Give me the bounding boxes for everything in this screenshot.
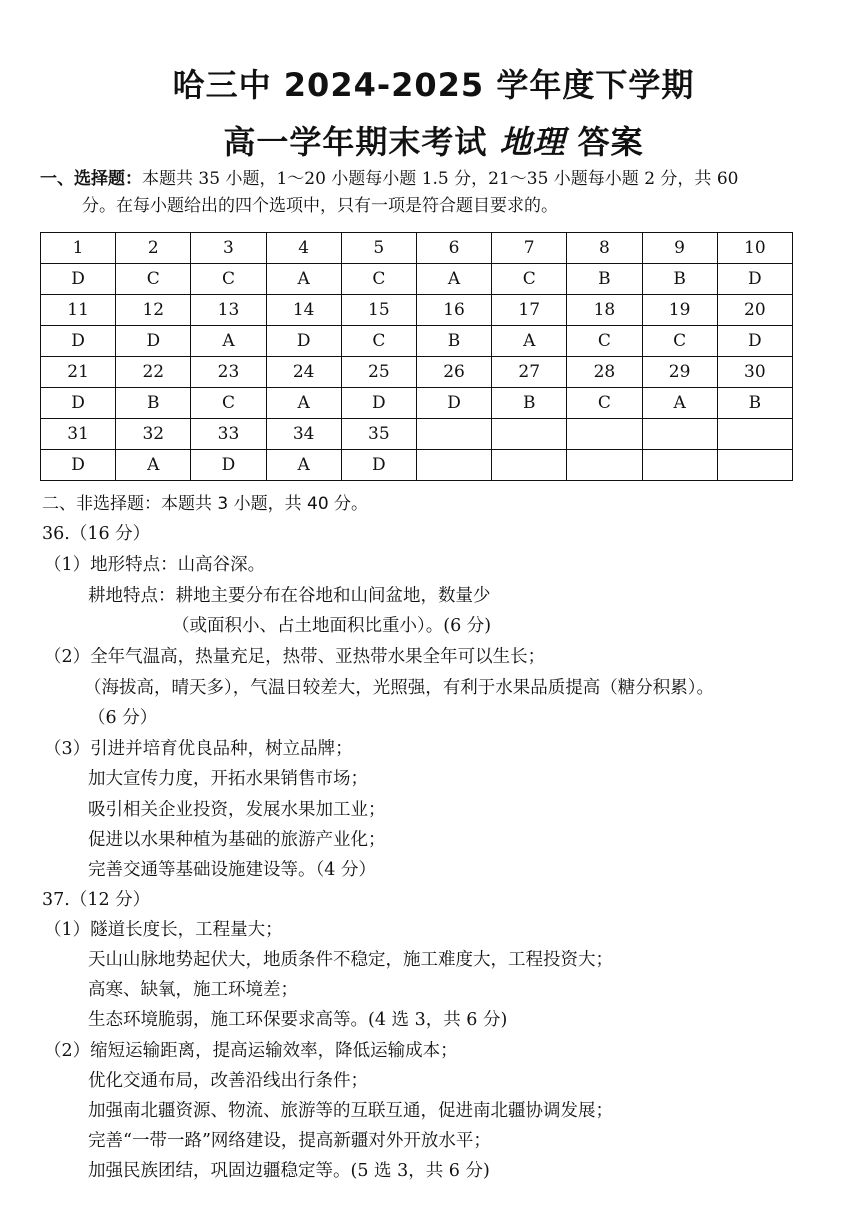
answer-cell: D	[341, 388, 416, 419]
question-number-cell: 33	[191, 419, 266, 450]
answer-row	[41, 388, 793, 419]
q37-part2: （2）缩短运输距离，提高运输效率，降低运输成本；	[44, 1041, 458, 1061]
answer-cell: B	[642, 264, 717, 295]
answer-row	[41, 326, 793, 357]
q36-part3-line5: 完善交通等基础设施建设等。（4 分）	[88, 860, 376, 880]
answer-cell: C	[567, 326, 642, 357]
answer-cell: D	[116, 326, 191, 357]
answer-cell: A	[191, 326, 266, 357]
answer-cell	[416, 450, 491, 481]
answer-cell: D	[717, 326, 792, 357]
answer-cell: A	[116, 450, 191, 481]
question-number-cell: 1	[41, 233, 116, 264]
answer-cell: C	[191, 388, 266, 419]
answer-cell: C	[492, 264, 567, 295]
question-number-cell: 26	[416, 357, 491, 388]
question-number-cell: 4	[266, 233, 341, 264]
answer-cell: D	[41, 326, 116, 357]
answer-cell: A	[266, 450, 341, 481]
question-number-cell: 9	[642, 233, 717, 264]
answer-cell: D	[266, 326, 341, 357]
question-number-cell	[492, 419, 567, 450]
question-number-cell: 29	[642, 357, 717, 388]
q36-part2-line2: （海拔高，晴天多），气温日较差大，光照强，有利于水果品质提高（糖分积累）。	[84, 678, 714, 698]
answer-cell: D	[41, 264, 116, 295]
q36-part3-line4: 促进以水果种植为基础的旅游产业化；	[88, 830, 386, 850]
question-number-cell: 7	[492, 233, 567, 264]
q37-part1-line2: 天山山脉地势起伏大，地质条件不稳定，施工难度大，工程投资大；	[88, 950, 613, 970]
question-number-row	[41, 419, 793, 450]
answer-cell: A	[266, 264, 341, 295]
question-number-cell: 18	[567, 295, 642, 326]
question-number-cell: 24	[266, 357, 341, 388]
question-number-cell: 34	[266, 419, 341, 450]
answer-cell: B	[416, 326, 491, 357]
question-number-cell: 11	[41, 295, 116, 326]
answer-cell: D	[191, 450, 266, 481]
section1-instructions-line2: 分。在每小题给出的四个选项中，只有一项是符合题目要求的。	[82, 196, 558, 216]
answer-table	[40, 232, 793, 481]
answer-cell: B	[567, 264, 642, 295]
question-number-cell: 13	[191, 295, 266, 326]
answer-cell: D	[41, 450, 116, 481]
answer-cell: D	[717, 264, 792, 295]
question-number-cell: 8	[567, 233, 642, 264]
question-number-cell: 5	[341, 233, 416, 264]
question-number-cell: 19	[642, 295, 717, 326]
q37-part1: （1）隧道长度长，工程量大；	[44, 920, 283, 940]
answer-cell: C	[191, 264, 266, 295]
question-number-cell: 31	[41, 419, 116, 450]
question-number-cell: 16	[416, 295, 491, 326]
question-number-row	[41, 295, 793, 326]
answer-cell: A	[492, 326, 567, 357]
q36-part1-line2: 耕地特点：耕地主要分布在谷地和山间盆地，数量少	[88, 586, 491, 606]
question-number-cell: 20	[717, 295, 792, 326]
answer-cell	[642, 450, 717, 481]
q36-part3: （3）引进并培育优良品种，树立品牌；	[44, 739, 353, 759]
question-number-cell: 3	[191, 233, 266, 264]
section1-heading: 一、选择题：	[40, 169, 142, 189]
answer-cell: C	[341, 264, 416, 295]
question-number-cell: 17	[492, 295, 567, 326]
question-number-cell: 6	[416, 233, 491, 264]
question-number-cell: 28	[567, 357, 642, 388]
q36-part1-line3: （或面积小、占土地面积比重小）。(6 分)	[172, 616, 492, 636]
q36-part3-line3: 吸引相关企业投资，发展水果加工业；	[88, 800, 386, 820]
q37-part1-line3: 高寒、缺氧，施工环境差；	[88, 980, 298, 1000]
question-number-cell: 25	[341, 357, 416, 388]
document-subtitle	[0, 117, 867, 163]
answer-cell: D	[416, 388, 491, 419]
subtitle-suffix: 答案	[565, 123, 644, 161]
question-number-cell: 2	[116, 233, 191, 264]
answer-cell: A	[642, 388, 717, 419]
question-number-cell: 10	[717, 233, 792, 264]
q36-part2-score: （6 分）	[88, 708, 158, 728]
answer-cell: D	[341, 450, 416, 481]
answer-cell: A	[416, 264, 491, 295]
answer-cell	[492, 450, 567, 481]
question-number-cell: 30	[717, 357, 792, 388]
question-number-cell: 12	[116, 295, 191, 326]
section2-heading: 二、非选择题：本题共 3 小题，共 40 分。	[42, 494, 369, 514]
question-number-cell: 15	[341, 295, 416, 326]
question-number-cell	[416, 419, 491, 450]
question-number-cell: 21	[41, 357, 116, 388]
q36-part3-line2: 加大宣传力度，开拓水果销售市场；	[88, 769, 368, 789]
document-title: 哈三中 2024-2025 学年度下学期	[172, 66, 695, 104]
answer-cell	[567, 450, 642, 481]
q37-header: 37.（12 分）	[42, 890, 151, 910]
answer-cell: B	[116, 388, 191, 419]
question-number-cell: 23	[191, 357, 266, 388]
subtitle-prefix: 高一学年期末考试	[223, 123, 500, 161]
answer-cell: C	[642, 326, 717, 357]
answer-row	[41, 450, 793, 481]
question-number-cell: 32	[116, 419, 191, 450]
answer-cell: B	[492, 388, 567, 419]
q37-part2-line2: 优化交通布局，改善沿线出行条件；	[88, 1071, 368, 1091]
answer-cell: D	[41, 388, 116, 419]
question-number-cell	[642, 419, 717, 450]
answer-cell: B	[717, 388, 792, 419]
q36-part1: （1）地形特点：山高谷深。	[44, 555, 266, 575]
section1-text1: 本题共 35 小题，1～20 小题每小题 1.5 分，21～35 小题每小题 2 分，共 60	[142, 169, 739, 189]
question-number-cell	[717, 419, 792, 450]
answer-cell: C	[567, 388, 642, 419]
section1-instructions-line1	[40, 167, 738, 191]
answer-cell: A	[266, 388, 341, 419]
q37-part2-line4: 完善“一带一路”网络建设，提高新疆对外开放水平；	[88, 1131, 491, 1151]
q37-part2-line3: 加强南北疆资源、物流、旅游等的互联互通，促进南北疆协调发展；	[88, 1101, 613, 1121]
q37-part1-line4: 生态环境脆弱，施工环保要求高等。(4 选 3，共 6 分)	[88, 1010, 508, 1030]
answer-cell: C	[116, 264, 191, 295]
answer-cell: C	[341, 326, 416, 357]
question-number-cell: 27	[492, 357, 567, 388]
question-number-cell	[567, 419, 642, 450]
answer-cell	[717, 450, 792, 481]
question-number-cell: 35	[341, 419, 416, 450]
question-number-cell: 22	[116, 357, 191, 388]
q36-header: 36.（16 分）	[42, 524, 151, 544]
q36-part2: （2）全年气温高，热量充足，热带、亚热带水果全年可以生长；	[44, 647, 546, 667]
answer-row	[41, 264, 793, 295]
q37-part2-line5: 加强民族团结，巩固边疆稳定等。(5 选 3，共 6 分)	[88, 1161, 490, 1181]
question-number-row	[41, 357, 793, 388]
subject-name: 地理	[499, 123, 566, 161]
question-number-row	[41, 233, 793, 264]
question-number-cell: 14	[266, 295, 341, 326]
